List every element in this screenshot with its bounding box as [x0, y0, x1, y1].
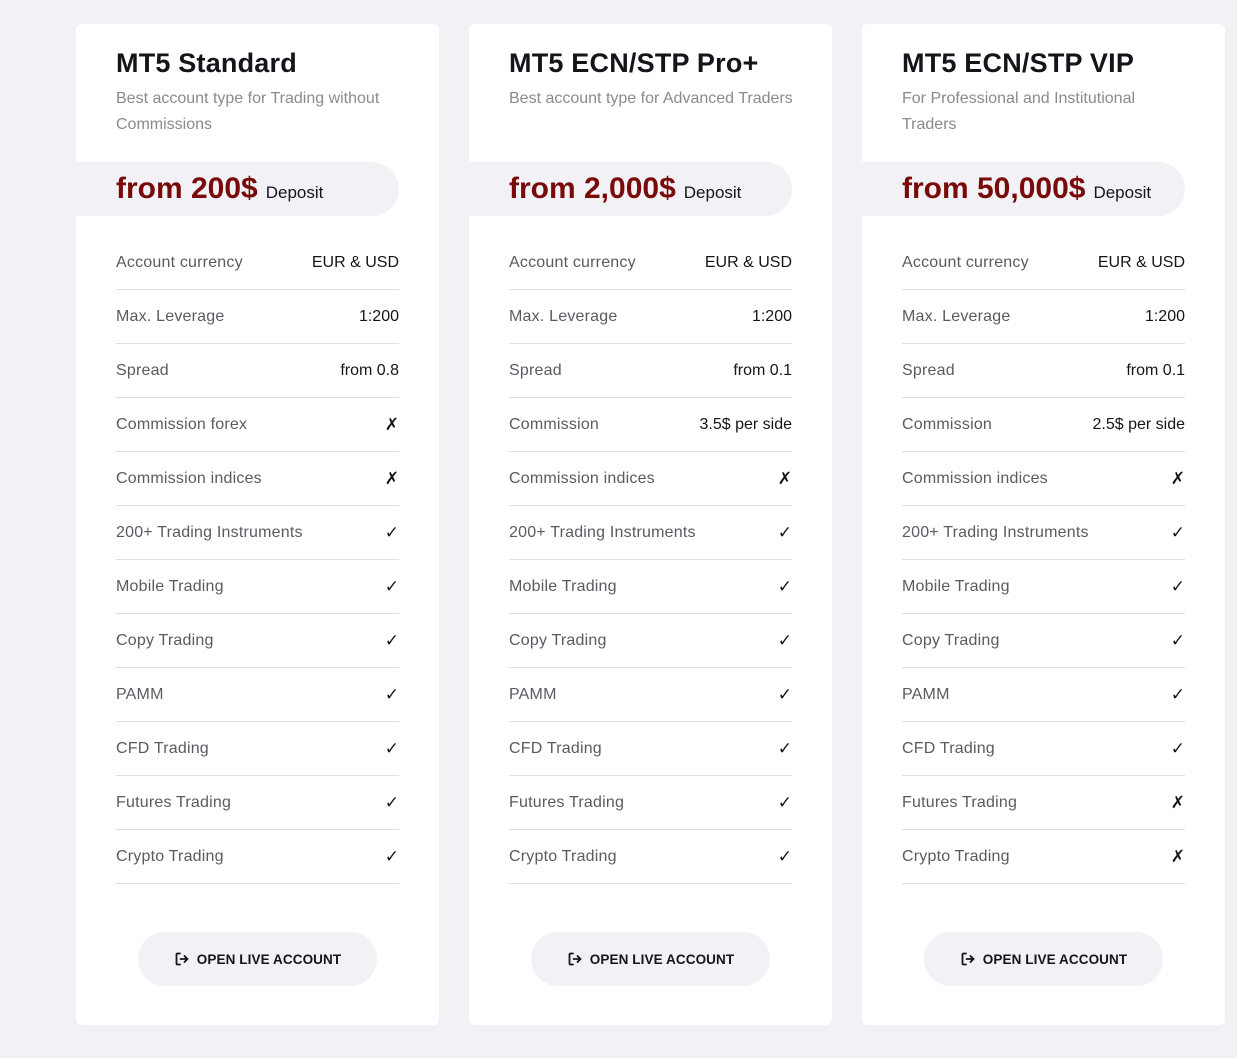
check-icon: ✓: [777, 576, 792, 597]
plan-title: MT5 ECN/STP VIP: [902, 48, 1135, 78]
feature-row-trading-instruments: [902, 506, 1185, 560]
feature-row-max-leverage: [509, 290, 792, 344]
feature-label: Commission forex: [116, 415, 248, 433]
feature-row-crypto-trading: [509, 830, 792, 884]
cross-icon: ✗: [384, 468, 399, 489]
open-live-account-button[interactable]: [138, 932, 377, 986]
price-unit: Deposit: [1093, 183, 1152, 202]
cross-icon: ✗: [1170, 468, 1185, 489]
check-icon: ✓: [384, 846, 399, 867]
feature-label: 200+ Trading Instruments: [116, 523, 303, 541]
check-icon: ✓: [1170, 738, 1185, 759]
feature-value: 1:200: [358, 307, 399, 325]
feature-label: Mobile Trading: [902, 577, 1010, 595]
feature-label: PAMM: [116, 685, 164, 703]
feature-value: 1:200: [1144, 307, 1185, 325]
feature-row-trading-instruments: [509, 506, 792, 560]
open-live-account-button[interactable]: [531, 932, 770, 986]
feature-label: Mobile Trading: [509, 577, 617, 595]
feature-label: Mobile Trading: [116, 577, 224, 595]
price-unit: Deposit: [265, 183, 324, 202]
feature-label: CFD Trading: [902, 739, 995, 757]
feature-label: Copy Trading: [902, 631, 1000, 649]
feature-label: PAMM: [509, 685, 557, 703]
price-banner: [862, 162, 1185, 216]
feature-label: Futures Trading: [902, 793, 1018, 811]
feature-label: Crypto Trading: [116, 847, 224, 865]
check-icon: ✓: [1170, 630, 1185, 651]
check-icon: ✓: [777, 522, 792, 543]
feature-label: Spread: [509, 361, 562, 379]
feature-row-mobile-trading: [902, 560, 1185, 614]
check-icon: ✓: [777, 630, 792, 651]
feature-row-account-currency: [509, 236, 792, 290]
plan-card-standard: [76, 24, 439, 1025]
feature-label: Copy Trading: [116, 631, 214, 649]
feature-label: Crypto Trading: [902, 847, 1010, 865]
sign-in-icon: [174, 951, 190, 967]
feature-row-commission: [509, 398, 792, 452]
feature-list: [902, 236, 1185, 884]
feature-value: EUR & USD: [704, 253, 792, 271]
feature-row-futures-trading: [902, 776, 1185, 830]
feature-list: [116, 236, 399, 884]
check-icon: ✓: [1170, 684, 1185, 705]
cross-icon: ✗: [384, 414, 399, 435]
price-amount: from 50,000$: [902, 172, 1086, 205]
plan-description: Best account type for Advanced Traders: [509, 90, 793, 107]
price-amount: from 2,000$: [509, 172, 676, 205]
feature-label: Crypto Trading: [509, 847, 617, 865]
cross-icon: ✗: [1170, 846, 1185, 867]
feature-value: 1:200: [751, 307, 792, 325]
feature-label: Spread: [116, 361, 169, 379]
feature-row-commission: [902, 398, 1185, 452]
feature-row-pamm: [509, 668, 792, 722]
check-icon: ✓: [384, 792, 399, 813]
check-icon: ✓: [384, 576, 399, 597]
feature-row-spread: [902, 344, 1185, 398]
feature-row-copy-trading: [509, 614, 792, 668]
price-amount: from 200$: [116, 172, 258, 205]
button-label: OPEN LIVE ACCOUNT: [589, 951, 735, 967]
feature-row-futures-trading: [116, 776, 399, 830]
price-banner: [469, 162, 792, 216]
feature-row-copy-trading: [902, 614, 1185, 668]
feature-row-pamm: [902, 668, 1185, 722]
feature-label: Spread: [902, 361, 955, 379]
feature-value: EUR & USD: [311, 253, 399, 271]
feature-label: Futures Trading: [116, 793, 232, 811]
feature-label: Account currency: [116, 253, 243, 271]
feature-row-copy-trading: [116, 614, 399, 668]
feature-value: EUR & USD: [1097, 253, 1185, 271]
price-banner: [76, 162, 399, 216]
feature-row-pamm: [116, 668, 399, 722]
feature-label: CFD Trading: [509, 739, 602, 757]
feature-row-commission-indices: [116, 452, 399, 506]
feature-row-commission-indices: [902, 452, 1185, 506]
feature-row-spread: [509, 344, 792, 398]
check-icon: ✓: [384, 684, 399, 705]
feature-row-mobile-trading: [509, 560, 792, 614]
feature-row-crypto-trading: [902, 830, 1185, 884]
feature-label: Max. Leverage: [902, 307, 1011, 325]
plan-description: Best account type for Trading without Commissions: [116, 90, 380, 133]
check-icon: ✓: [384, 630, 399, 651]
feature-row-spread: [116, 344, 399, 398]
feature-row-max-leverage: [902, 290, 1185, 344]
feature-value: from 0.8: [340, 361, 399, 379]
feature-label: Copy Trading: [509, 631, 607, 649]
check-icon: ✓: [777, 792, 792, 813]
feature-label: 200+ Trading Instruments: [509, 523, 696, 541]
cross-icon: ✗: [1170, 792, 1185, 813]
sign-in-icon: [567, 951, 583, 967]
feature-row-account-currency: [902, 236, 1185, 290]
feature-list: [509, 236, 792, 884]
plan-card-vip: [862, 24, 1225, 1025]
sign-in-icon: [960, 951, 976, 967]
feature-row-futures-trading: [509, 776, 792, 830]
feature-value: from 0.1: [733, 361, 792, 379]
check-icon: ✓: [384, 738, 399, 759]
price-unit: Deposit: [683, 183, 742, 202]
plan-title: MT5 Standard: [116, 48, 297, 78]
feature-label: Account currency: [902, 253, 1029, 271]
button-label: OPEN LIVE ACCOUNT: [982, 951, 1128, 967]
check-icon: ✓: [777, 738, 792, 759]
feature-row-mobile-trading: [116, 560, 399, 614]
feature-row-cfd-trading: [902, 722, 1185, 776]
feature-row-commission: [116, 398, 399, 452]
feature-label: PAMM: [902, 685, 950, 703]
feature-label: Commission indices: [509, 469, 655, 487]
feature-row-cfd-trading: [509, 722, 792, 776]
feature-label: Commission: [509, 415, 600, 433]
feature-value: 3.5$ per side: [699, 415, 792, 433]
feature-row-crypto-trading: [116, 830, 399, 884]
plan-title: MT5 ECN/STP Pro+: [509, 48, 759, 78]
feature-row-trading-instruments: [116, 506, 399, 560]
feature-label: Commission: [902, 415, 993, 433]
check-icon: ✓: [1170, 522, 1185, 543]
check-icon: ✓: [777, 846, 792, 867]
feature-label: Commission indices: [116, 469, 262, 487]
plan-description: For Professional and Institutional Traders: [902, 90, 1136, 133]
check-icon: ✓: [1170, 576, 1185, 597]
feature-row-cfd-trading: [116, 722, 399, 776]
cross-icon: ✗: [777, 468, 792, 489]
feature-label: Futures Trading: [509, 793, 625, 811]
feature-label: CFD Trading: [116, 739, 209, 757]
feature-label: Max. Leverage: [116, 307, 225, 325]
check-icon: ✓: [777, 684, 792, 705]
feature-label: Commission indices: [902, 469, 1048, 487]
button-label: OPEN LIVE ACCOUNT: [196, 951, 342, 967]
plan-card-pro: [469, 24, 832, 1025]
open-live-account-button[interactable]: [924, 932, 1163, 986]
feature-value: from 0.1: [1126, 361, 1185, 379]
feature-row-max-leverage: [116, 290, 399, 344]
feature-label: Max. Leverage: [509, 307, 618, 325]
feature-row-commission-indices: [509, 452, 792, 506]
feature-row-account-currency: [116, 236, 399, 290]
feature-value: 2.5$ per side: [1092, 415, 1185, 433]
feature-label: 200+ Trading Instruments: [902, 523, 1089, 541]
feature-label: Account currency: [509, 253, 636, 271]
check-icon: ✓: [384, 522, 399, 543]
